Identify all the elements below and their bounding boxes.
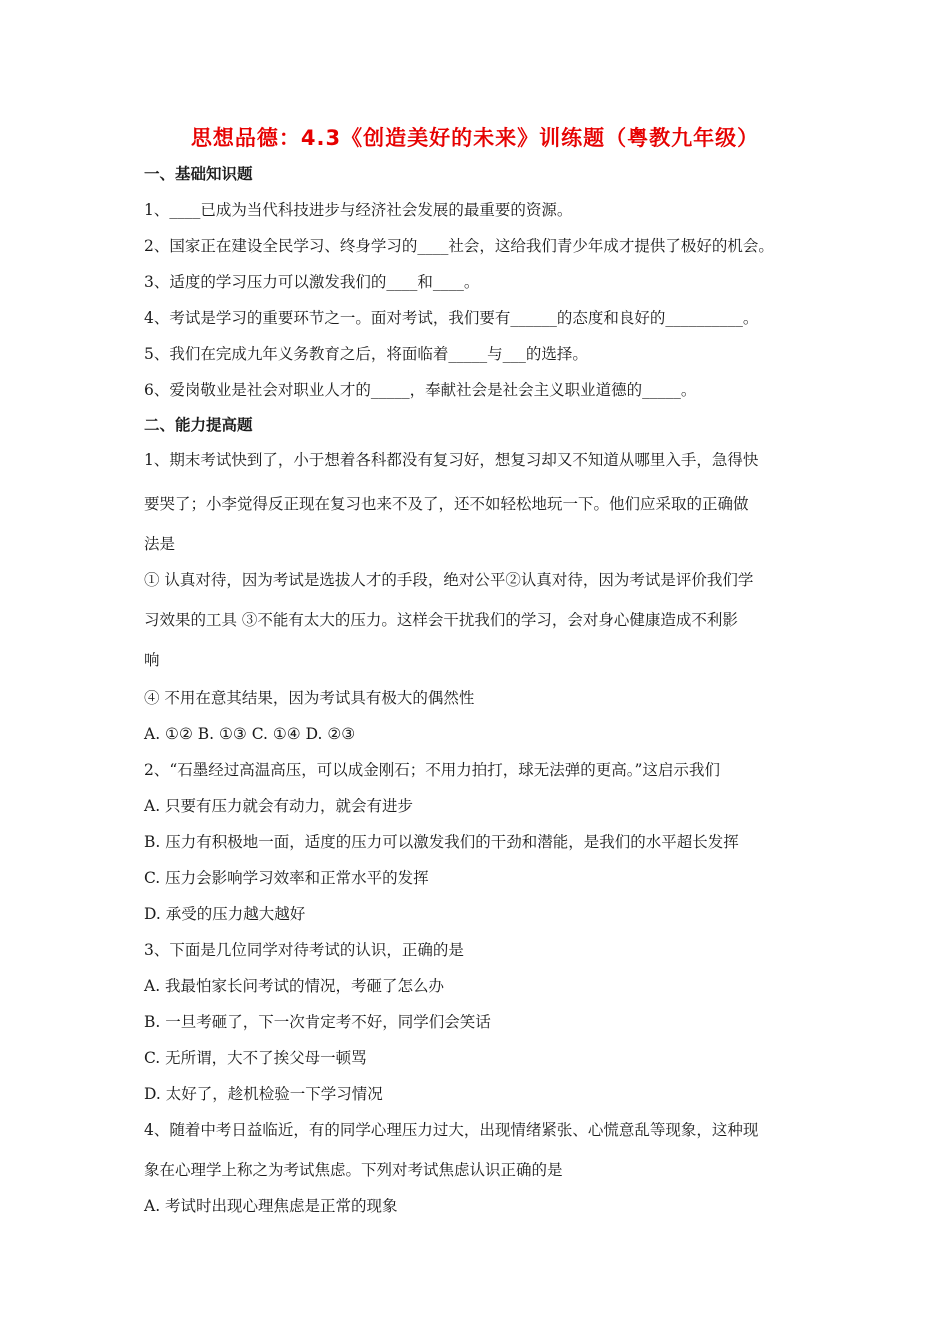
option-line: B. 压力有积极地一面，适度的压力可以激发我们的干劲和潜能，是我们的水平超长发挥	[144, 833, 739, 851]
question-line: 要哭了；小李觉得反正现在复习也来不及了，还不如轻松地玩一下。他们应采取的正确做	[144, 495, 749, 513]
option-line: A. 只要有压力就会有动力，就会有进步	[144, 797, 414, 815]
question-line: 2、国家正在建设全民学习、终身学习的____社会，这给我们青少年成才提供了极好的机会。	[144, 237, 774, 255]
section-heading-basic: 一、基础知识题	[144, 165, 253, 183]
question-line: 3、下面是几位同学对待考试的认识，正确的是	[144, 941, 464, 959]
option-line: ① 认真对待，因为考试是选拔人才的手段，绝对公平②认真对待，因为考试是评价我们学	[144, 571, 754, 589]
option-line: 习效果的工具 ③不能有太大的压力。这样会干扰我们的学习，会对身心健康造成不利影	[144, 611, 738, 629]
option-line: B. 一旦考砸了，下一次肯定考不好，同学们会笑话	[144, 1013, 491, 1031]
option-line: D. 承受的压力越大越好	[144, 905, 306, 923]
answer-choices: A. ①② B. ①③ C. ①④ D. ②③	[144, 725, 356, 743]
question-line: 6、爱岗敬业是社会对职业人才的_____，奉献社会是社会主义职业道德的_____。	[144, 381, 697, 399]
question-line: 4、随着中考日益临近，有的同学心理压力过大，出现情绪紧张、心慌意乱等现象，这种现	[144, 1121, 759, 1139]
question-line: 4、考试是学习的重要环节之一。面对考试，我们要有______的态度和良好的__________。	[144, 309, 759, 327]
question-line: 1、期末考试快到了，小于想着各科都没有复习好，想复习却又不知道从哪里入手，急得快	[144, 451, 759, 469]
section-heading-ability: 二、能力提高题	[144, 416, 253, 434]
option-line: 响	[144, 651, 160, 669]
option-line: A. 我最怕家长问考试的情况，考砸了怎么办	[144, 977, 445, 995]
question-line: 5、我们在完成九年义务教育之后，将面临着_____与___的选择。	[144, 345, 588, 363]
question-line: 法是	[144, 535, 176, 553]
option-line: A. 考试时出现心理焦虑是正常的现象	[144, 1197, 398, 1215]
option-line: ④ 不用在意其结果，因为考试具有极大的偶然性	[144, 689, 475, 707]
question-line: 3、适度的学习压力可以激发我们的____和____。	[144, 273, 480, 291]
option-line: D. 太好了，趁机检验一下学习情况	[144, 1085, 383, 1103]
question-line: 象在心理学上称之为考试焦虑。下列对考试焦虑认识正确的是	[144, 1161, 563, 1179]
document-title: 思想品德：4.3《创造美好的未来》训练题（粤教九年级）	[190, 126, 760, 150]
option-line: C. 无所谓，大不了挨父母一顿骂	[144, 1049, 367, 1067]
question-line: 2、“石墨经过高温高压，可以成金刚石；不用力拍打，球无法弹的更高。”这启示我们	[144, 761, 720, 779]
question-line: 1、____已成为当代科技进步与经济社会发展的最重要的资源。	[144, 201, 573, 219]
option-line: C. 压力会影响学习效率和正常水平的发挥	[144, 869, 429, 887]
